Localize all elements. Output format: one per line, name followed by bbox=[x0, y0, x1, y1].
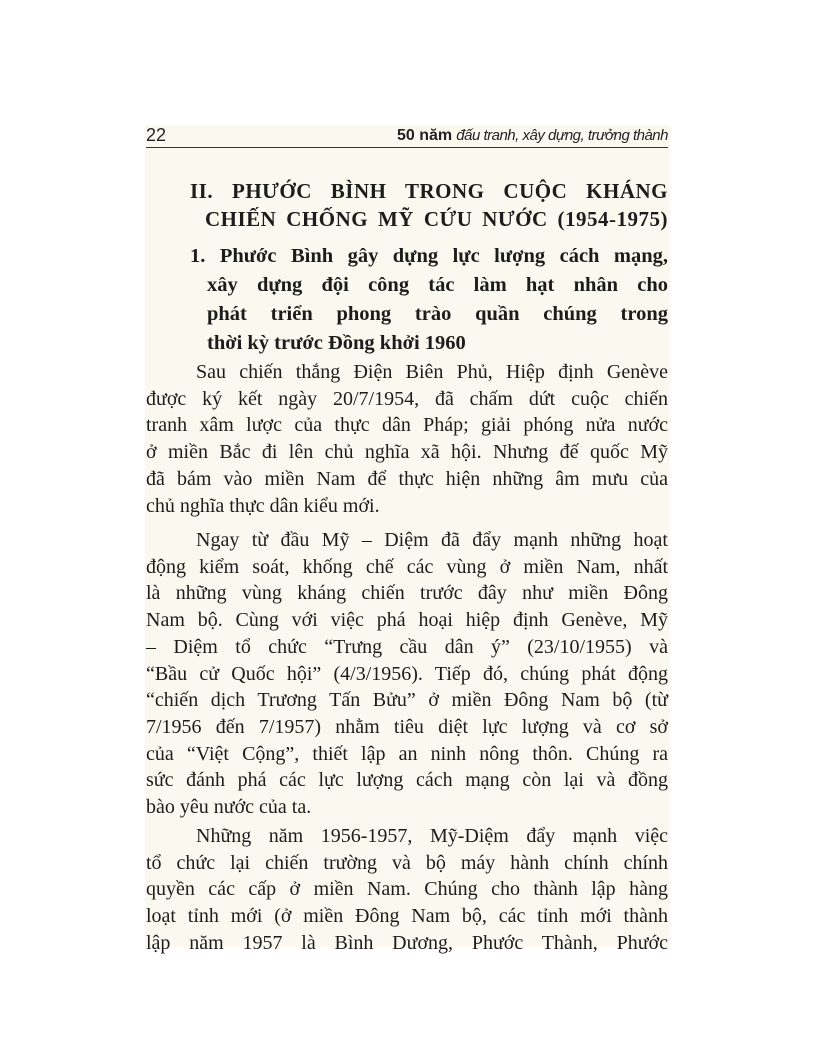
running-title-bold: 50 năm bbox=[396, 127, 453, 144]
paragraph-line: Ngay từ đầu Mỹ – Diệm đã đẩy mạnh những hoạt bbox=[196, 529, 668, 551]
subsection-heading-line: phát triển phong trào quần chúng trong bbox=[207, 303, 668, 325]
paragraph-line: chủ nghĩa thực dân kiểu mới. bbox=[146, 494, 380, 517]
paragraph-line: quyền các cấp ở miền Nam. Chúng cho thành lập hàng bbox=[146, 878, 668, 901]
page-header bbox=[146, 127, 668, 148]
running-title bbox=[397, 127, 668, 145]
paragraph-line: tranh xâm lược của thực dân Pháp; giải phóng nửa nước bbox=[146, 414, 668, 437]
subsection-heading-line: thời kỳ trước Đồng khởi 1960 bbox=[207, 332, 466, 354]
page-number: 22 bbox=[146, 125, 167, 145]
paragraph-line: động kiểm soát, khống chế các vùng ở miền Nam, nhất bbox=[146, 555, 668, 578]
section-heading-line: II. PHƯỚC BÌNH TRONG CUỘC KHÁNG bbox=[190, 179, 668, 203]
section-heading-line: CHIẾN CHỐNG MỸ CỨU NƯỚC (1954-1975) bbox=[205, 207, 668, 231]
paragraph-line: bào yêu nước của ta. bbox=[146, 796, 312, 818]
paragraph-line: của “Việt Cộng”, thiết lập an ninh nông thôn. Chúng ra bbox=[146, 742, 668, 765]
paragraph-line: tổ chức lại chiến trường và bộ máy hành chính chính bbox=[146, 851, 668, 874]
paragraph-line: “chiến dịch Trương Tấn Bửu” ở miền Đông Nam bộ (từ bbox=[146, 689, 668, 712]
paragraph-line: ở miền Bắc đi lên chủ nghĩa xã hội. Nhưng đế quốc Mỹ bbox=[146, 441, 668, 464]
paragraph-line: “Bầu cử Quốc hội” (4/3/1956). Tiếp đó, chúng phát động bbox=[146, 662, 668, 685]
paragraph-line: Nam bộ. Cùng với việc phá hoại hiệp định Genève, Mỹ bbox=[146, 609, 668, 632]
paragraph-line: đã bám vào miền Nam để thực hiện những âm mưu của bbox=[146, 467, 668, 490]
paragraph-line: lập năm 1957 là Bình Dương, Phước Thành, Phước bbox=[146, 931, 668, 954]
paragraph-line: – Diệm tổ chức “Trưng cầu dân ý” (23/10/1955) và bbox=[146, 635, 668, 658]
running-title-italic: đấu tranh, xây dựng, trưởng thành bbox=[456, 127, 668, 144]
paragraph-line: sức đánh phá các lực lượng cách mạng còn lại và đồng bbox=[146, 769, 668, 792]
paragraph-line: Sau chiến thắng Điện Biên Phủ, Hiệp định Genève bbox=[196, 361, 668, 383]
paragraph-line: là những vùng kháng chiến trước đây như miền Đông bbox=[146, 582, 668, 605]
paragraph-line: 7/1956 đến 7/1957) nhằm tiêu diệt lực lượng và cơ sở bbox=[146, 715, 668, 738]
paragraph-line: loạt tỉnh mới (ở miền Đông Nam bộ, các tỉnh mới thành bbox=[146, 905, 668, 928]
paragraph-line: được ký kết ngày 20/7/1954, đã chấm dứt cuộc chiến bbox=[146, 387, 668, 410]
subsection-heading-line: 1. Phước Bình gây dựng lực lượng cách mạng, bbox=[190, 245, 668, 267]
subsection-heading-line: xây dựng đội công tác làm hạt nhân cho bbox=[207, 274, 668, 296]
paragraph-line: Những năm 1956-1957, Mỹ-Diệm đẩy mạnh việc bbox=[196, 825, 668, 847]
